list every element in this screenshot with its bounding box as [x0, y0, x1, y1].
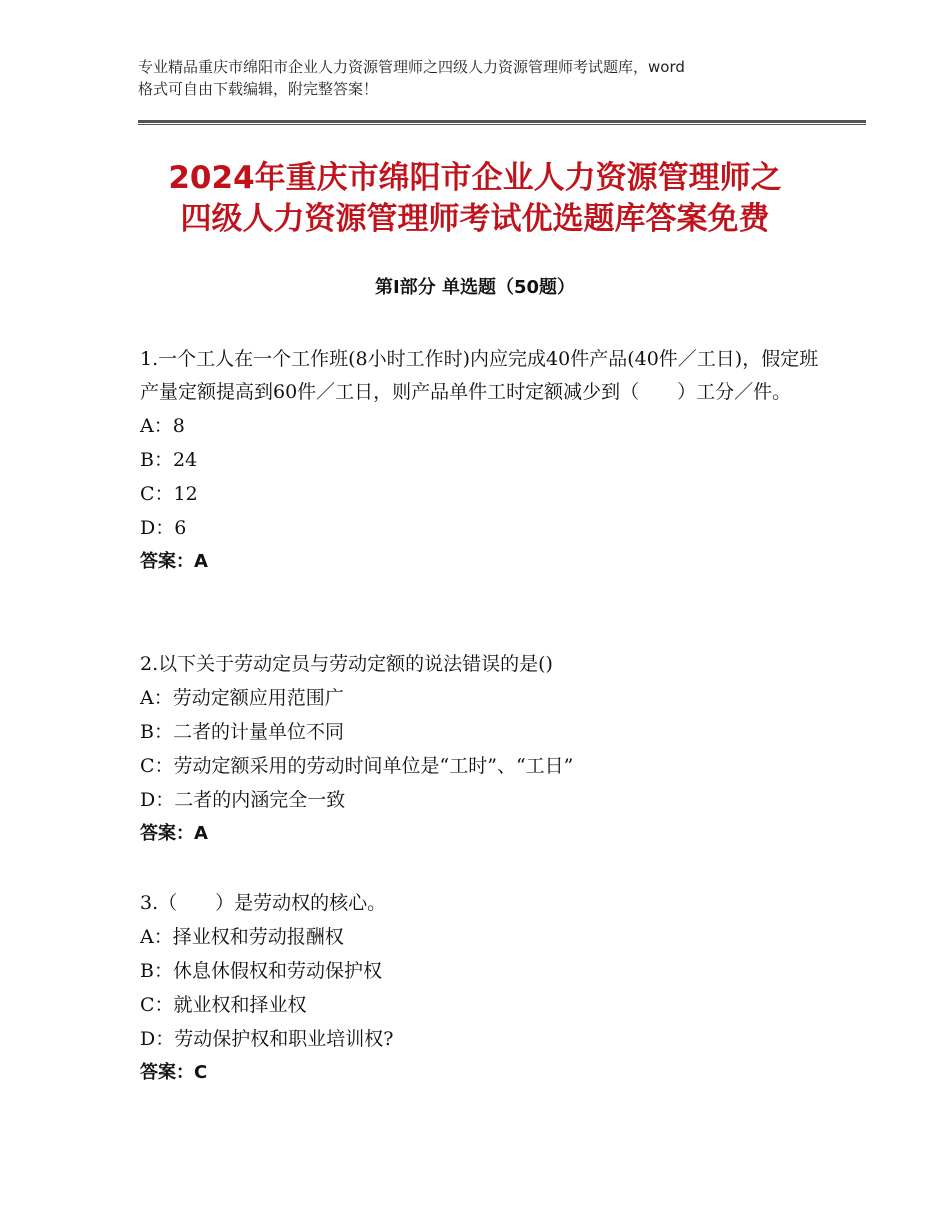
option-a: A：8 — [140, 415, 185, 437]
option-c: C：就业权和择业权 — [140, 994, 307, 1016]
option-b: B：二者的计量单位不同 — [140, 721, 344, 743]
option-b: B：休息休假权和劳动保护权 — [140, 960, 382, 982]
answer: 答案：A — [140, 823, 208, 844]
option-b: B：24 — [140, 449, 198, 471]
header-divider — [138, 120, 866, 125]
header-note-line-2: 格式可自由下载编辑，附完整答案！ — [138, 80, 379, 98]
answer: 答案：C — [140, 1062, 208, 1083]
answer: 答案：A — [140, 551, 208, 572]
question-text: 2.以下关于劳动定员与劳动定额的说法错误的是() — [140, 653, 553, 675]
option-d: D：二者的内涵完全一致 — [140, 789, 346, 811]
section-title: 第Ⅰ部分 单选题（50题） — [374, 277, 575, 298]
option-a: A：择业权和劳动报酬权 — [140, 926, 344, 948]
option-c: C：12 — [140, 483, 198, 505]
header-note — [138, 56, 828, 100]
document-title-line-1: 2024年重庆市绵阳市企业人力资源管理师之 — [168, 160, 782, 196]
question-text: 3.（ ）是劳动权的核心。 — [140, 892, 387, 914]
header-note-line-1: 专业精品重庆市绵阳市企业人力资源管理师之四级人力资源管理师考试题库，word — [138, 58, 685, 76]
question-1 — [140, 343, 830, 579]
question-2 — [140, 648, 830, 851]
question-3 — [140, 887, 830, 1090]
question-text: 1.一个工人在一个工作班(8小时工作时)内应完成40件产品(40件／工日)，假定班产量定额提高到60件／工日，则产品单件工时定额减少到（ ）工分／件。 — [140, 348, 819, 403]
option-d: D：劳动保护权和职业培训权? — [140, 1028, 394, 1050]
option-d: D：6 — [140, 517, 187, 539]
option-c: C：劳动定额采用的劳动时间单位是“工时”、“工日” — [140, 755, 574, 777]
document-title — [110, 158, 840, 240]
option-a: A：劳动定额应用范围广 — [140, 687, 344, 709]
document-title-line-2: 四级人力资源管理师考试优选题库答案免费 — [180, 201, 770, 237]
